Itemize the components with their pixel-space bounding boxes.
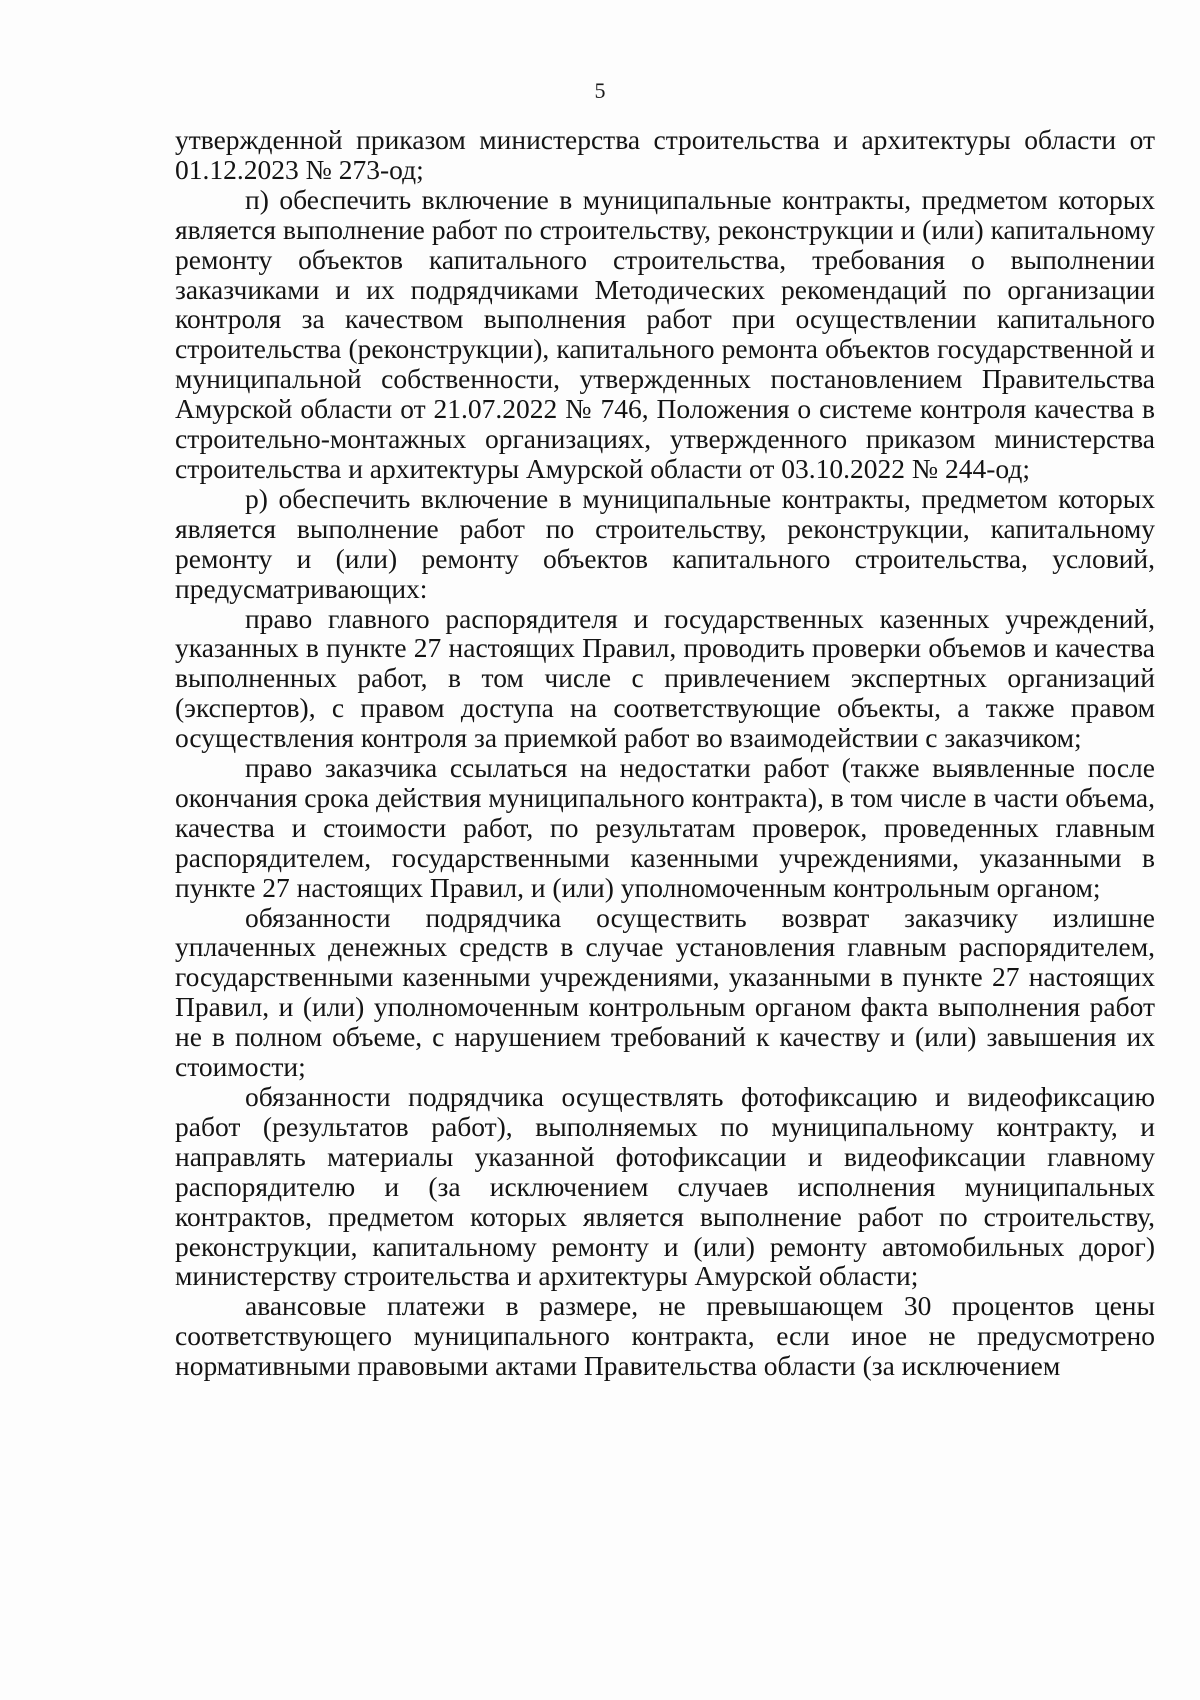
- paragraph-contractor-photo-video-duty: обязанности подрядчика осуществлять фотофиксацию и видеофиксацию работ (результатов работ), выполняемых по муниципальному контракту, и направлять материалы указанной фотофиксации и видеофиксации главному распорядителю и (за исключением случаев исполнения муниципальных контрактов, предметом которых является выполнение работ по строительству, реконструкции, капитальному ремонту и (или) ремонту автомобильных дорог) министерству строительства и архитектуры Амурской области;: [175, 1081, 1155, 1292]
- paragraph-item-r: р) обеспечить включение в муниципальные контракты, предметом которых является выполнение работ по строительству, реконструкции, капитальному ремонту и (или) ремонту объектов капитального строительства, условий, предусматривающих:: [175, 482, 1155, 604]
- paragraph-advance-payments: авансовые платежи в размере, не превышающем 30 процентов цены соответствующего муниципального контракта, если иное не предусмотрено нормативными правовыми актами Правительства области (за исключением: [175, 1290, 1155, 1382]
- paragraph-contractor-refund-duty: обязанности подрядчика осуществить возврат заказчику излишне уплаченных денежных средств в случае установления главным распорядителем, государственными казенными учреждениями, указанными в пункте 27 настоящих Правил, и (или) уполномоченным контрольным органом факта выполнения работ не в полном объеме, с нарушением требований к качеству и (или) завышения их стоимости;: [175, 901, 1155, 1083]
- page-number: 5: [594, 78, 606, 103]
- paragraph-right-of-customer: право заказчика ссылаться на недостатки работ (также выявленные после окончания срока действия муниципального контракта), в том числе в части объема, качества и стоимости работ, по результатам проверок, проведенных главным распорядителем, государственными казенными учреждениями, указанными в пункте 27 настоящих Правил, и (или) уполномоченным контрольным органом;: [175, 752, 1155, 903]
- paragraph-continuation: утвержденной приказом министерства строительства и архитектуры области от 01.12.2023 № 273-од;: [175, 124, 1155, 185]
- paragraph-right-of-main-distributor: право главного распорядителя и государственных казенных учреждений, указанных в пункте 27 настоящих Правил, проводить проверки объемов и качества выполненных работ, в том числе с привлечением экспертных организаций (экспертов), с правом доступа на соответствующие объекты, а также правом осуществления контроля за приемкой работ во взаимодействии с заказчиком;: [175, 602, 1155, 754]
- paragraph-item-p: п) обеспечить включение в муниципальные контракты, предметом которых является выполнение работ по строительству, реконструкции и (или) капитальному ремонту объектов капитального строительства, требования о выполнении заказчиками и их подрядчиками Методических рекомендаций по организации контроля за качеством выполнения работ при осуществлении капитального строительства (реконструкции), капитального ремонта объектов государственной и муниципальной собственности, утвержденных постановлением Правительства Амурской области от 21.07.2022 № 746, Положения о системе контроля качества в строительно-монтажных организациях, утвержденного приказом министерства строительства и архитектуры Амурской области от 03.10.2022 № 244-од;: [175, 183, 1155, 484]
- document-body: [175, 125, 1155, 1381]
